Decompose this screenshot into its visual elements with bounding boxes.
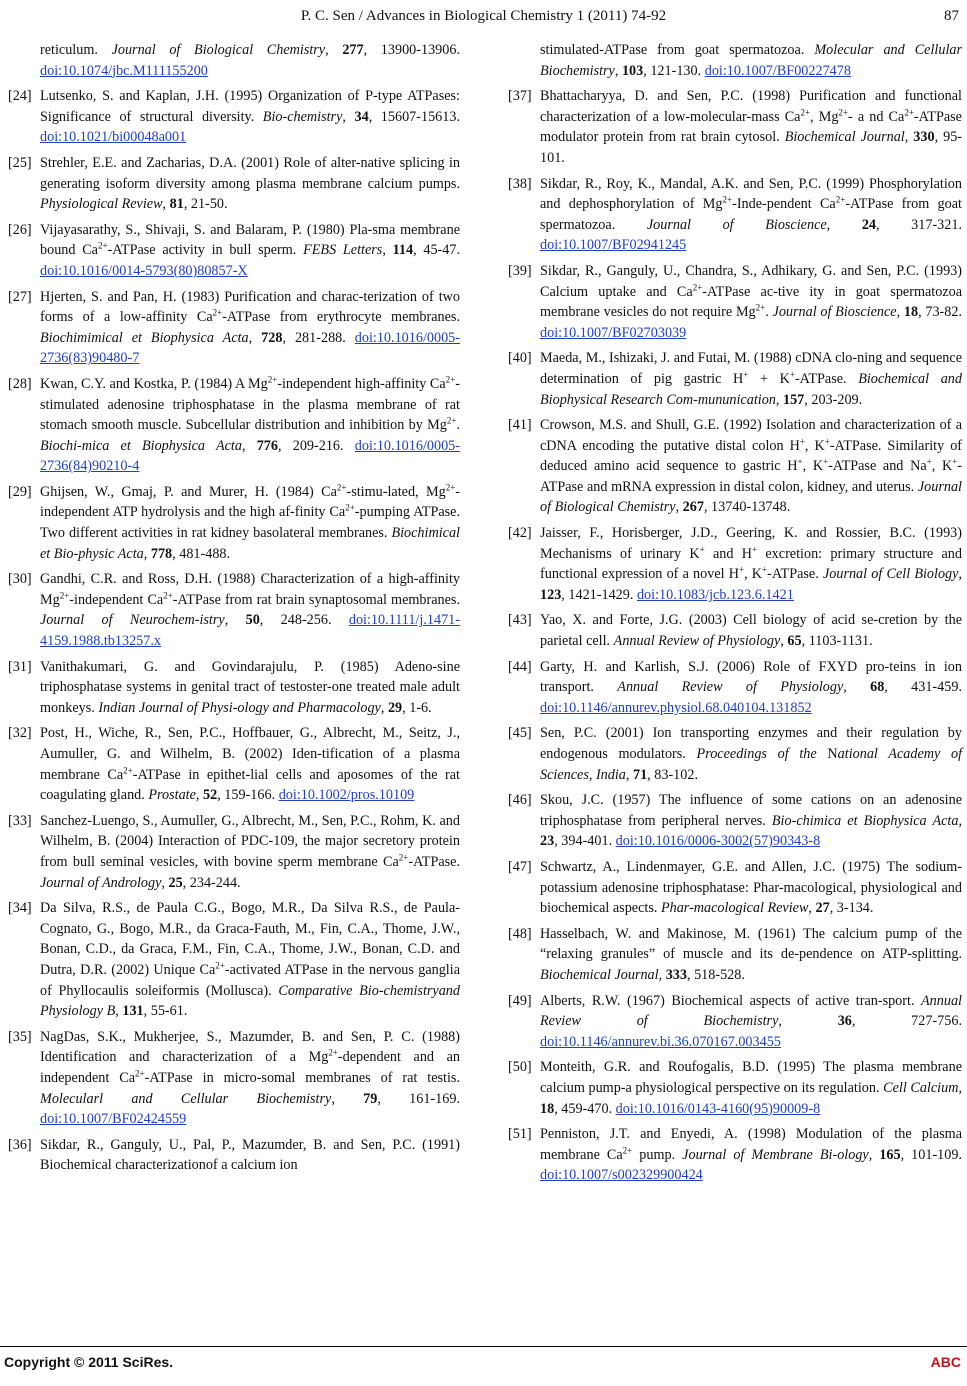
reference-entry [508,924,962,986]
reference-text: Sanchez-Luengo, S., Aumuller, G., Albrecht, M., Sen, P.C., Rohm, K. and Wilhelm, B. (2004) Interaction of PDC-109, the major secretory protein from bull seminal vesicles, with bovine sperm membrane $Ca^{2+}$-ATPase. Journal of Andrology, 25, 234-244. [40,812,460,891]
reference-entry [508,348,962,410]
reference-entry [8,153,460,215]
journal-abbreviation: ABC [930,1354,961,1370]
references-right-column [508,40,962,1191]
doi-link[interactable]: doi:10.1111/j.1471-4159.1988.tb13257.x [40,612,460,650]
references-left-column [8,40,460,1181]
reference-text: Strehler, E.E. and Zacharias, D.A. (2001) Role of alter-native splicing in generating isoform diversity among plasma membrane calcium pumps. Physiological Review, 81, 21-50. [40,154,460,213]
reference-text: stimulated-ATPase from goat spermatozoa. Molecular and Cellular Biochemistry, 103, 121-130. doi:10.1007/BF00227478 [540,42,962,79]
reference-text: Yao, X. and Forte, J.G. (2003) Cell biology of acid se-cretion by the parietal cell. Annual Review of Physiology, 65, 1103-1131. [540,612,962,650]
reference-entry [8,287,460,369]
reference-number: [48] [508,925,532,942]
reference-number: [50] [508,1059,532,1076]
reference-text: Hasselbach, W. and Makinose, M. (1961) The calcium pump of the “relaxing granules” of muscle and its de-pendence on ATP-splitting. Biochemical Journal, 333, 518-528. [540,925,962,983]
reference-entry [508,1124,962,1186]
reference-entry [8,86,460,148]
doi-link[interactable]: doi:10.1007/BF02703039 [540,324,687,341]
reference-number: [34] [8,900,32,917]
reference-entry [8,898,460,1022]
reference-entry [8,569,460,651]
reference-number: [32] [8,725,32,742]
reference-number: [25] [8,154,32,171]
reference-text: Monteith, G.R. and Roufogalis, B.D. (1995) The plasma membrane calcium pump-a physiological perspective on its regulation. Cell Calcium, 18, 459-470. doi:10.1016/0143-4160(95)90009-8 [540,1059,962,1117]
reference-entry [8,220,460,282]
reference-entry [8,657,460,719]
reference-text: Da Silva, R.S., de Paula C.G., Bogo, M.R., Da Silva R.S., de Paula-Cognato, G., Bogo, M.R., da Graca-Fauth, M., Fin, C.A., Thome, J.W., Bonan, C.D., da Graca, F.M., Fin, C.A., Thome, J.W., Bonan, C.D. and Dutra, D.R. (2002) Unique $Ca^{2+}$-activated ATPase in the nervous ganglia of Phyllocaulis soleiformis (Mollusca). Comparative Bio-chemistryand Physiology B, 131, 55-61. [40,900,460,1020]
copyright-notice: Copyright © 2011 SciRes. [4,1354,174,1370]
reference-text: Skou, J.C. (1957) The influence of some cations on an adenosine triphosphatase from peripheral nerves. Bio-chimica et Biophysica Acta, 23, 394-401. doi:10.1016/0006-3002(57)90343-8 [540,792,962,850]
reference-text: Vijayasarathy, S., Shivaji, S. and Balaram, P. (1980) Pla-sma membrane bound $Ca^{2+}$-ATPase activity in bull sperm. FEBS Letters, 114, 45-47. doi:10.1016/0014-5793(80)80857-X [40,221,460,279]
running-header [0,8,967,30]
reference-number: [29] [8,483,32,500]
reference-number: [42] [508,525,532,542]
doi-link[interactable]: doi:10.1016/0006-3002(57)90343-8 [615,833,821,850]
reference-text: Sikdar, R., Ganguly, U., Pal, P., Mazumder, B. and Sen, P.C. (1991) Biochemical characterizationof a calcium ion [40,1136,460,1174]
reference-text: Kwan, C.Y. and Kostka, P. (1984) A $Mg^{2+}$-independent high-affinity $Ca^{2+}$-stimulated adenosine triphosphatase in the plasma membrane of rat stomach smooth muscle. Subcellular distribution and inhibition by $Mg^{2+}$. Biochi-mica et Biophysica Acta, 776, 209-216. doi:10.1016/0005-2736(84)90210-4 [40,374,460,475]
reference-text: Maeda, M., Ishizaki, J. and Futai, M. (1988) cDNA clo-ning and sequence determination of pig gastric H+ + K+-ATPase. Biochemical and Biophysical Research Com-mununication, 157, 203-209. [540,350,962,408]
reference-text: Post, H., Wiche, R., Sen, P.C., Hoffbauer, G., Albrecht, M., Seitz, J., Aumuller, G. and Wilhelm, B. (2002) Iden-tification of a plasma membrane $Ca^{2+}$-ATPase in epithet-lial cells and aposomes of the rat coagulating gland. Prostate, 52, 159-166. doi:10.1002/pros.10109 [40,725,460,804]
reference-entry [508,723,962,785]
reference-entry [508,40,962,81]
reference-number: [41] [508,417,532,434]
reference-number: [40] [508,350,532,367]
reference-text: Vanithakumari, G. and Govindarajulu, P. (1985) Adeno-sine triphosphatase systems in genital tract of testoster-one treated male adult monkeys. Indian Journal of Physi-ology and Pharmacology, 29, 1-6. [40,658,460,716]
reference-number: [30] [8,571,32,588]
reference-entry [8,811,460,893]
reference-entry [8,1135,460,1176]
reference-number: [35] [8,1028,32,1045]
reference-text: Gandhi, C.R. and Ross, D.H. (1988) Characterization of a high-affinity $Mg^{2+}$-independent $Ca^{2+}$-ATPase from rat brain synaptosomal membranes. Journal of Neurochem-istry, 50, 248-256. doi:10.1111/j.1471-4159.1988.tb13257.x [40,571,460,650]
reference-entry [508,1057,962,1119]
reference-text: Alberts, R.W. (1967) Biochemical aspects of active tran-sport. Annual Review of Biochemistry, 36, 727-756. doi:10.1146/annurev.bi.36.070167.003455 [540,992,963,1050]
reference-number: [43] [508,612,532,629]
reference-text: Crowson, M.S. and Shull, G.E. (1992) Isolation and characterization of a cDNA encoding the putative distal colon H+, K+-ATPase. Similarity of deduced amino acid sequence to gastric H+, K+-ATPase and Na+, K+-ATPase and mRNA expression in distal colon, kidney, and uterus. Journal of Biological Chemistry, 267, 13740-13748. [540,417,963,516]
reference-number: [39] [508,262,532,279]
reference-number: [24] [8,88,32,105]
reference-number: [37] [508,88,532,105]
reference-text: Schwartz, A., Lindenmayer, G.E. and Allen, J.C. (1975) The sodium-potassium adenosine triphosphatase: Phar-macological, physiological and biochemical aspects. Phar-macological Review, 27, 3-134. [540,858,962,917]
reference-entry [8,482,460,564]
footer-divider [0,1346,967,1347]
reference-number: [36] [8,1136,32,1153]
running-title: P. C. Sen / Advances in Biological Chemistry 1 (2011) 74-92 [300,8,667,24]
doi-link[interactable]: doi:10.1007/BF02424559 [40,1111,187,1128]
reference-number: [51] [508,1126,532,1143]
reference-number: [47] [508,858,532,875]
reference-number: [38] [508,175,532,192]
reference-number: [28] [8,375,32,392]
reference-text: NagDas, S.K., Mukherjee, S., Mazumder, B. and Sen, P. C. (1988) Identification and characterization of a $Mg^{2+}$-dependent and an independent $Ca^{2+}$-ATPase in micro-somal membranes of rat testis. Molecularl and Cellular Biochemistry, 79, 161-169. doi:10.1007/BF02424559 [40,1028,460,1128]
reference-entry [8,40,460,81]
reference-text: Bhattacharyya, D. and Sen, P.C. (1998) Purification and functional characterization of a low-molecular-mass $Ca^{2+}$, $Mg^{2+}-$ a nd $Ca^{2+}$-ATPase modulator protein from rat brain cytosol. Biochemical Journal, 330, 95-101. [540,88,963,166]
doi-link[interactable]: doi:10.1002/pros.10109 [278,787,415,804]
reference-entry [508,857,962,919]
page-number: 87 [944,8,959,24]
reference-entry [8,374,460,477]
reference-entry [508,86,962,168]
reference-number: [33] [8,812,32,829]
doi-link[interactable]: doi:10.1146/annurev.physiol.68.040104.131852 [540,699,812,716]
reference-text: Jaisser, F., Horisberger, J.D., Geering, K. and Rossier, B.C. (1993) Mechanisms of urinary K+ and H+ excretion: primary structure and functional expression of a novel H+, K+-ATPase. Journal of Cell Biology, 123, 1421-1429. doi:10.1083/jcb.123.6.1421 [540,525,962,603]
reference-number: [46] [508,792,532,809]
reference-entry [8,723,460,805]
reference-entry [508,991,962,1053]
reference-text: Penniston, J.T. and Enyedi, A. (1998) Modulation of the plasma membrane $Ca^{2+}$ pump. Journal of Membrane Bi-ology, 165, 101-109. doi:10.1007/s002329900424 [540,1126,962,1184]
reference-entry [8,1027,460,1130]
reference-text: Sikdar, R., Ganguly, U., Chandra, S., Adhikary, G. and Sen, P.C. (1993) Calcium uptake and $Ca^{2+}$-ATPase ac-tive ity in goat spermatozoa membrane vesicles do not require $Mg^{2+}$. Journal of Bioscience, 18, 73-82. doi:10.1007/BF02703039 [540,262,963,341]
reference-text: Garty, H. and Karlish, S.J. (2006) Role of FXYD pro-teins in ion transport. Annual Review of Physiology, 68, 431-459. doi:10.1146/annurev.physiol.68.040104.131852 [540,658,962,716]
reference-entry [508,610,962,651]
reference-number: [45] [508,725,532,742]
reference-entry [508,174,962,256]
doi-link[interactable]: doi:10.1007/s002329900424 [540,1167,703,1184]
reference-text: Ghijsen, W., Gmaj, P. and Murer, H. (1984) $Ca^{2+}-stimu$-lated, $Mg^{2+}$-independent ATP hydrolysis and the high af-finity $Ca^{2+}$-pumping ATPase. Two different activities in rat kidney basolateral membranes. Biochimical et Bio-physic Acta, 778, 481-488. [40,482,460,562]
reference-text: Sen, P.C. (2001) Ion transporting enzymes and their regulation by endogenous modulators. Proceedings of the National Academy of Sciences, India, 71, 83-102. [540,725,963,783]
reference-text: reticulum. Journal of Biological Chemistry, 277, 13900-13906. doi:10.1074/jbc.M111155200 [40,42,460,79]
reference-number: [44] [508,658,532,675]
reference-text: Sikdar, R., Roy, K., Mandal, A.K. and Sen, P.C. (1999) Phosphorylation and dephosphorylation of $Mg^{2+}-Inde$-pendent $Ca^{2+}$-ATPase from goat spermatozoa. Journal of Bioscience, 24, 317-321. doi:10.1007/BF02941245 [540,175,962,254]
doi-link[interactable]: doi:10.1146/annurev.bi.36.070167.003455 [540,1033,781,1050]
doi-link[interactable]: doi:10.1074/jbc.M111155200 [40,62,208,79]
reference-number: [26] [8,221,32,238]
reference-entry [508,523,962,605]
reference-entry [508,261,962,343]
doi-link[interactable]: doi:10.1083/jcb.123.6.1421 [636,586,794,603]
doi-link[interactable]: doi:10.1016/0005-2736(84)90210-4 [40,437,460,475]
doi-link[interactable]: doi:10.1007/BF00227478 [704,62,851,79]
page-footer [0,1354,967,1378]
reference-text: Lutsenko, S. and Kaplan, J.H. (1995) Organization of P-type ATPases: Significance of structural diversity. Bio-chemistry, 34, 15607-15613. doi:10.1021/bi00048a001 [40,88,460,146]
doi-link[interactable]: doi:10.1007/BF02941245 [540,237,687,254]
reference-number: [27] [8,288,32,305]
doi-link[interactable]: doi:10.1021/bi00048a001 [40,129,187,146]
reference-text: Hjerten, S. and Pan, H. (1983) Purification and charac-terization of two forms of a low-affinity $Ca^{2+}$-ATPase from erythrocyte membranes. Biochimimical et Biophysica Acta, 728, 281-288. doi:10.1016/0005-2736(83)90480-7 [40,288,460,367]
reference-entry [508,790,962,852]
doi-link[interactable]: doi:10.1016/0014-5793(80)80857-X [40,262,248,279]
reference-number: [49] [508,992,532,1009]
reference-number: [31] [8,658,32,675]
doi-link[interactable]: doi:10.1016/0143-4160(95)90009-8 [615,1100,821,1117]
doi-link[interactable]: doi:10.1016/0005-2736(83)90480-7 [40,329,460,367]
reference-entry [508,657,962,719]
reference-entry [508,415,962,518]
